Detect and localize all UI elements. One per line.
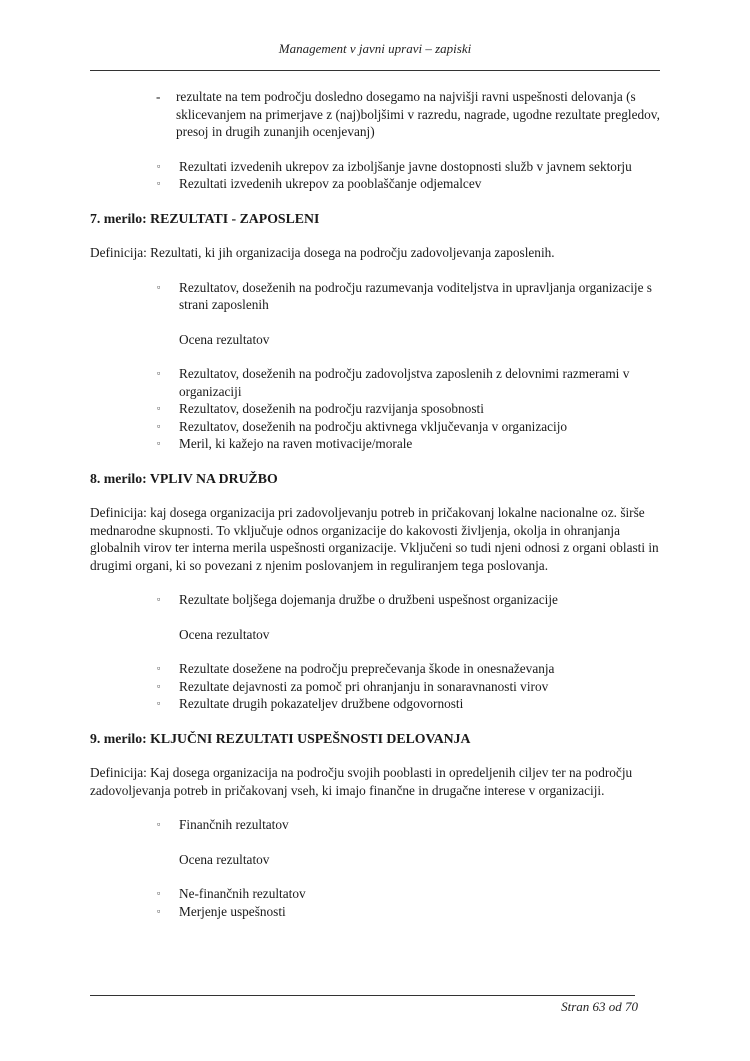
list-item: ▫ Meril, ki kažejo na raven motivacije/morale xyxy=(157,436,413,451)
square-bullet-icon: ▫ xyxy=(157,819,161,829)
page-number: Stran 63 od 70 xyxy=(561,999,638,1014)
square-bullet-icon: ▫ xyxy=(157,698,161,708)
footer-divider xyxy=(90,995,635,996)
square-bullet-icon: ▫ xyxy=(157,420,161,431)
square-bullet-icon: ▫ xyxy=(157,368,161,378)
list-item: ▫ Rezultatov, doseženih na področju aktivnega vključevanja v organizacijo xyxy=(157,418,568,434)
list-item: ▫ Rezultate boljšega dojemanja družbe o družbeni uspešnost organizacije xyxy=(157,592,558,607)
section-definition: Definicija: Rezultati, ki jih organizacija dosega na področju zadovoljevanja zaposlenih. xyxy=(90,245,555,260)
list-item: ▫ Rezultati izvedenih ukrepov za izboljšanje javne dostopnosti služb v javnem sektorju xyxy=(157,158,632,174)
square-bullet-icon: ▫ xyxy=(157,160,161,171)
document-body xyxy=(90,88,662,920)
section-criterion-7 xyxy=(90,210,662,453)
section-criterion-9 xyxy=(90,730,662,921)
list-item: - rezultate na tem področju dosledno dosegamo na najvišji ravni uspešnosti delovanja (s sklicevanjem na primerjave z (naj)boljšimi v razredu, nagrade, ugodne rezultate pregledov, presoj in drugih zunanjih ocenjevanj) xyxy=(156,89,660,139)
list-item: ▫ Rezultate dejavnosti za pomoč pri ohranjanju in sonaravnanosti virov xyxy=(157,678,549,694)
list-item: ▫ Rezultati izvedenih ukrepov za pooblaščanje odjemalcev xyxy=(157,176,482,191)
square-bullet-icon: ▫ xyxy=(157,438,161,448)
square-bullet-icon: ▫ xyxy=(157,178,161,188)
square-bullet-icon: ▫ xyxy=(157,905,161,916)
section-criterion-8 xyxy=(90,470,662,713)
running-header: Management v javni upravi – zapiski xyxy=(278,41,472,56)
square-bullet-icon: ▫ xyxy=(157,663,161,673)
subheading: Ocena rezultatov xyxy=(179,331,270,347)
section-heading: 7. merilo: REZULTATI - ZAPOSLENI xyxy=(90,210,320,226)
subheading: Ocena rezultatov xyxy=(179,626,270,642)
list-item: ▫ Ne-finančnih rezultatov xyxy=(157,886,306,901)
list-item: ▫ Rezultatov, doseženih na področju razvijanja sposobnosti xyxy=(157,401,484,416)
section-definition: Definicija: kaj dosega organizacija pri zadovoljevanju potreb in pričakovanj lokalne nacionalne oz. širše mednarodne skupnosti. To vključuje odnos organizacije do kakovosti življenja, okolja in ohranjanja globalnih virov ter interna merila uspešnosti organizacije. Vključeni so tudi njeni odnosi z organi oblasti in drugimi organi, ki so povezani z njenim poslovanjem in reguliranjem tega poslovanja. xyxy=(90,505,659,573)
list-item: ▫ Rezultate drugih pokazateljev družbene odgovornosti xyxy=(157,696,464,711)
list-item: ▫ Rezultatov, doseženih na področju zadovoljstva zaposlenih z delovnimi razmerami v organizaciji xyxy=(157,366,630,399)
square-bullet-icon: ▫ xyxy=(157,680,161,691)
list-item: ▫ Merjenje uspešnosti xyxy=(157,903,286,919)
section-definition: Definicija: Kaj dosega organizacija na področju svojih pooblasti in opredeljenih ciljev ter na področju zadovoljevanja potreb in pričakovanj vseh, ki imajo finančne in drugačne interese v organizaciji. xyxy=(90,765,633,798)
header-divider xyxy=(90,70,660,71)
dash-bullet-icon: - xyxy=(156,89,161,104)
section-heading: 9. merilo: KLJUČNI REZULTATI USPEŠNOSTI DELOVANJA xyxy=(90,730,471,746)
list-item: ▫ Rezultatov, doseženih na področju razumevanja voditeljstva in upravljanja organizacije s strani zaposlenih xyxy=(157,279,652,312)
square-bullet-icon: ▫ xyxy=(157,888,161,898)
square-bullet-icon: ▫ xyxy=(157,403,161,413)
list-item: ▫ Rezultate dosežene na področju preprečevanja škode in onesnaževanja xyxy=(157,661,555,676)
square-bullet-icon: ▫ xyxy=(157,594,161,604)
intro-list xyxy=(90,88,662,193)
section-heading: 8. merilo: VPLIV NA DRUŽBO xyxy=(90,470,278,486)
square-bullet-icon: ▫ xyxy=(157,281,161,292)
list-item: ▫ Finančnih rezultatov xyxy=(157,817,289,832)
subheading: Ocena rezultatov xyxy=(179,851,270,867)
